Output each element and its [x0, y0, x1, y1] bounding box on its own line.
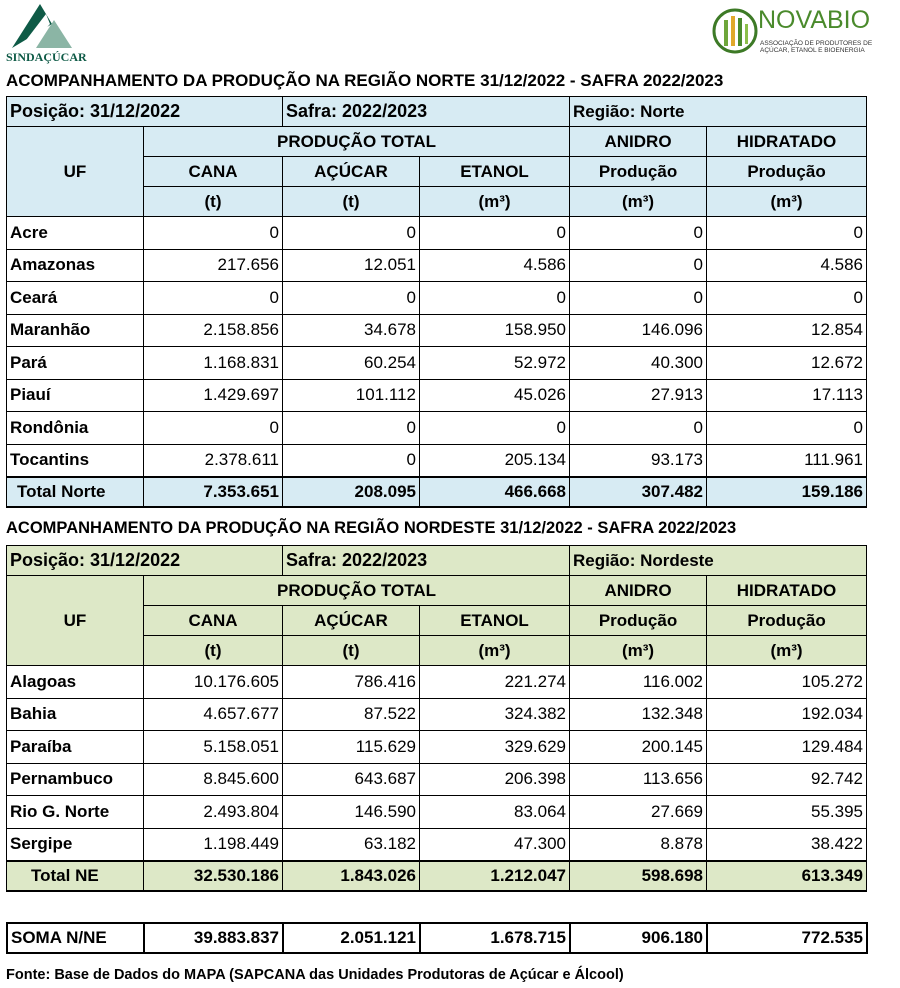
northeast-total-row: [7, 861, 867, 891]
uf-cell: Ceará: [7, 282, 144, 315]
northeast-total-acucar: 1.843.026: [283, 861, 420, 891]
uf-cell: Acre: [7, 217, 144, 250]
anidro-cell: 113.656: [570, 763, 707, 796]
north-header-anidro: ANIDRO: [570, 127, 707, 157]
northeast-total-hidratado: 613.349: [707, 861, 867, 891]
acucar-cell: 0: [283, 412, 420, 445]
soma-cana: 39.883.837: [144, 923, 283, 953]
anidro-cell: 93.173: [570, 444, 707, 477]
table-row: [7, 698, 867, 731]
anidro-cell: 8.878: [570, 828, 707, 861]
northeast-total-anidro: 598.698: [570, 861, 707, 891]
table-row: [7, 249, 867, 282]
sindacucar-logo: [6, 2, 87, 64]
cana-cell: 1.198.449: [144, 828, 283, 861]
table-row: [7, 828, 867, 861]
novabio-logo-text: NOVABIO: [758, 6, 871, 34]
north-info-row: [7, 97, 867, 127]
etanol-cell: 52.972: [420, 347, 570, 380]
uf-cell: Amazonas: [7, 249, 144, 282]
cana-cell: 217.656: [144, 249, 283, 282]
hidratado-cell: 55.395: [707, 796, 867, 829]
uf-cell: Bahia: [7, 698, 144, 731]
northeast-unit-etanol: (m³): [420, 636, 570, 666]
hidratado-cell: 17.113: [707, 379, 867, 412]
cana-cell: 1.429.697: [144, 379, 283, 412]
northeast-section-title: ACOMPANHAMENTO DA PRODUÇÃO NA REGIÃO NORDESTE 31/12/2022 - SAFRA 2022/2023: [6, 519, 737, 537]
cana-cell: 2.378.611: [144, 444, 283, 477]
north-total-acucar: 208.095: [283, 477, 420, 507]
table-row: [7, 796, 867, 829]
northeast-unit-acucar: (t): [283, 636, 420, 666]
anidro-cell: 200.145: [570, 731, 707, 764]
north-total-cana: 7.353.651: [144, 477, 283, 507]
northeast-total-label: Total NE: [7, 861, 144, 891]
hidratado-cell: 12.854: [707, 314, 867, 347]
soma-row: [7, 923, 867, 953]
acucar-cell: 101.112: [283, 379, 420, 412]
soma-etanol: 1.678.715: [420, 923, 570, 953]
north-production-table: [6, 96, 867, 508]
acucar-cell: 643.687: [283, 763, 420, 796]
north-unit-hidratado: (m³): [707, 187, 867, 217]
north-header-hidratado-producao: Produção: [707, 157, 867, 187]
cana-cell: 2.158.856: [144, 314, 283, 347]
anidro-cell: 0: [570, 282, 707, 315]
anidro-cell: 40.300: [570, 347, 707, 380]
hidratado-cell: 38.422: [707, 828, 867, 861]
soma-label: SOMA N/NE: [7, 923, 144, 953]
hidratado-cell: 192.034: [707, 698, 867, 731]
north-unit-anidro: (m³): [570, 187, 707, 217]
uf-cell: Maranhão: [7, 314, 144, 347]
hidratado-cell: 111.961: [707, 444, 867, 477]
anidro-cell: 0: [570, 217, 707, 250]
cana-cell: 0: [144, 217, 283, 250]
northeast-header-anidro: ANIDRO: [570, 576, 707, 606]
uf-cell: Rio G. Norte: [7, 796, 144, 829]
acucar-cell: 34.678: [283, 314, 420, 347]
anidro-cell: 132.348: [570, 698, 707, 731]
uf-cell: Piauí: [7, 379, 144, 412]
soma-anidro: 906.180: [570, 923, 707, 953]
northeast-safra: Safra: 2022/2023: [283, 546, 570, 576]
acucar-cell: 87.522: [283, 698, 420, 731]
soma-hidratado: 772.535: [707, 923, 867, 953]
northeast-unit-cana: (t): [144, 636, 283, 666]
hidratado-cell: 12.672: [707, 347, 867, 380]
anidro-cell: 27.913: [570, 379, 707, 412]
cana-cell: 4.657.677: [144, 698, 283, 731]
table-row: [7, 217, 867, 250]
hidratado-cell: 0: [707, 412, 867, 445]
novabio-logo: [712, 4, 882, 60]
table-row: [7, 763, 867, 796]
table-row: [7, 314, 867, 347]
acucar-cell: 12.051: [283, 249, 420, 282]
etanol-cell: 205.134: [420, 444, 570, 477]
table-row: [7, 282, 867, 315]
etanol-cell: 0: [420, 217, 570, 250]
acucar-cell: 0: [283, 282, 420, 315]
northeast-posicao: Posição: 31/12/2022: [7, 546, 283, 576]
table-row: [7, 412, 867, 445]
northeast-header-cana: CANA: [144, 606, 283, 636]
acucar-cell: 63.182: [283, 828, 420, 861]
anidro-cell: 0: [570, 249, 707, 282]
uf-cell: Rondônia: [7, 412, 144, 445]
northeast-header-acucar: AÇÚCAR: [283, 606, 420, 636]
cana-cell: 0: [144, 412, 283, 445]
cana-cell: 0: [144, 282, 283, 315]
uf-cell: Alagoas: [7, 666, 144, 699]
northeast-total-cana: 32.530.186: [144, 861, 283, 891]
northeast-header-producao-total: PRODUÇÃO TOTAL: [144, 576, 570, 606]
northeast-production-table: [6, 545, 867, 892]
etanol-cell: 206.398: [420, 763, 570, 796]
north-regiao: Região: Norte: [570, 97, 867, 127]
cana-cell: 8.845.600: [144, 763, 283, 796]
table-row: [7, 731, 867, 764]
uf-cell: Pará: [7, 347, 144, 380]
acucar-cell: 0: [283, 444, 420, 477]
hidratado-cell: 0: [707, 282, 867, 315]
uf-cell: Sergipe: [7, 828, 144, 861]
etanol-cell: 45.026: [420, 379, 570, 412]
uf-cell: Paraíba: [7, 731, 144, 764]
northeast-unit-anidro: (m³): [570, 636, 707, 666]
hidratado-cell: 4.586: [707, 249, 867, 282]
north-total-hidratado: 159.186: [707, 477, 867, 507]
hidratado-cell: 92.742: [707, 763, 867, 796]
acucar-cell: 0: [283, 217, 420, 250]
sindacucar-logo-icon: [6, 2, 76, 52]
cana-cell: 2.493.804: [144, 796, 283, 829]
table-row: [7, 347, 867, 380]
north-header-hidratado: HIDRATADO: [707, 127, 867, 157]
anidro-cell: 0: [570, 412, 707, 445]
etanol-cell: 221.274: [420, 666, 570, 699]
north-total-etanol: 466.668: [420, 477, 570, 507]
hidratado-cell: 129.484: [707, 731, 867, 764]
northeast-total-etanol: 1.212.047: [420, 861, 570, 891]
table-row: [7, 666, 867, 699]
etanol-cell: 0: [420, 282, 570, 315]
north-unit-etanol: (m³): [420, 187, 570, 217]
northeast-header-hidratado: HIDRATADO: [707, 576, 867, 606]
acucar-cell: 60.254: [283, 347, 420, 380]
north-header-anidro-producao: Produção: [570, 157, 707, 187]
cana-cell: 5.158.051: [144, 731, 283, 764]
uf-cell: Tocantins: [7, 444, 144, 477]
novabio-leaf-icon: [712, 6, 758, 56]
northeast-header-hidratado-producao: Produção: [707, 606, 867, 636]
novabio-logo-subtitle: ASSOCIAÇÃO DE PRODUTORES DE AÇÚCAR, ETANOL E BIOENERGIA: [760, 40, 873, 54]
northeast-header-uf: UF: [7, 576, 144, 666]
north-total-label: Total Norte: [7, 477, 144, 507]
anidro-cell: 116.002: [570, 666, 707, 699]
north-header-producao-total: PRODUÇÃO TOTAL: [144, 127, 570, 157]
etanol-cell: 83.064: [420, 796, 570, 829]
hidratado-cell: 105.272: [707, 666, 867, 699]
north-header-acucar: AÇÚCAR: [283, 157, 420, 187]
acucar-cell: 115.629: [283, 731, 420, 764]
north-total-row: [7, 477, 867, 507]
hidratado-cell: 0: [707, 217, 867, 250]
table-row: [7, 379, 867, 412]
north-header-uf: UF: [7, 127, 144, 217]
north-unit-acucar: (t): [283, 187, 420, 217]
sindacucar-logo-text: SINDAÇÚCAR: [6, 50, 87, 64]
north-section-title: ACOMPANHAMENTO DA PRODUÇÃO NA REGIÃO NORTE 31/12/2022 - SAFRA 2022/2023: [6, 71, 724, 90]
north-posicao: Posição: 31/12/2022: [7, 97, 283, 127]
northeast-regiao: Região: Nordeste: [570, 546, 867, 576]
etanol-cell: 158.950: [420, 314, 570, 347]
table-row: [7, 444, 867, 477]
north-unit-cana: (t): [144, 187, 283, 217]
north-safra: Safra: 2022/2023: [283, 97, 570, 127]
north-header-etanol: ETANOL: [420, 157, 570, 187]
anidro-cell: 146.096: [570, 314, 707, 347]
north-header-cana: CANA: [144, 157, 283, 187]
etanol-cell: 4.586: [420, 249, 570, 282]
cana-cell: 1.168.831: [144, 347, 283, 380]
soma-table: [6, 922, 868, 954]
acucar-cell: 786.416: [283, 666, 420, 699]
north-total-anidro: 307.482: [570, 477, 707, 507]
etanol-cell: 324.382: [420, 698, 570, 731]
acucar-cell: 146.590: [283, 796, 420, 829]
soma-acucar: 2.051.121: [283, 923, 420, 953]
anidro-cell: 27.669: [570, 796, 707, 829]
etanol-cell: 0: [420, 412, 570, 445]
source-footnote: Fonte: Base de Dados do MAPA (SAPCANA das Unidades Produtoras de Açúcar e Álcool): [6, 967, 624, 983]
northeast-unit-hidratado: (m³): [707, 636, 867, 666]
etanol-cell: 47.300: [420, 828, 570, 861]
etanol-cell: 329.629: [420, 731, 570, 764]
northeast-info-row: [7, 546, 867, 576]
uf-cell: Pernambuco: [7, 763, 144, 796]
cana-cell: 10.176.605: [144, 666, 283, 699]
northeast-header-anidro-producao: Produção: [570, 606, 707, 636]
northeast-header-etanol: ETANOL: [420, 606, 570, 636]
